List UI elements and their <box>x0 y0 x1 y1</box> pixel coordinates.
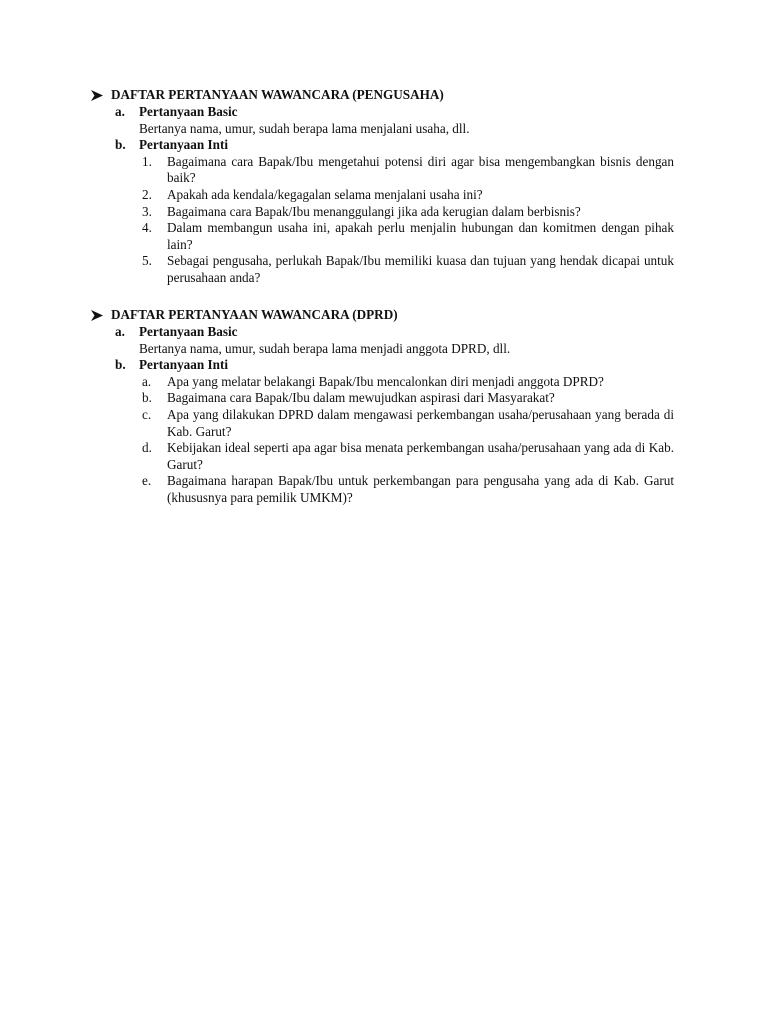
question-text: Bagaimana cara Bapak/Ibu menanggulangi jika ada kerugian dalam berbisnis? <box>167 203 581 219</box>
sub-text: Bertanya nama, umur, sudah berapa lama menjadi anggota DPRD, dll. <box>139 340 511 356</box>
question-text: Bagaimana harapan Bapak/Ibu untuk perkembangan para pengusaha yang ada di Kab. Garut (khususnya para pemilik UMKM)? <box>167 473 674 505</box>
question-text: Sebagai pengusaha, perlukah Bapak/Ibu memiliki kuasa dan tujuan yang hendak dicapai untuk perusahaan anda? <box>167 253 674 285</box>
sub-basic <box>90 104 680 137</box>
sub-marker: a. <box>115 324 125 339</box>
list-item <box>90 154 680 187</box>
question-text: Dalam membangun usaha ini, apakah perlu menjalin hubungan dan komitmen dengan pihak lain? <box>167 220 674 252</box>
list-item <box>90 187 680 204</box>
question-text: Apa yang melatar belakangi Bapak/Ibu mencalonkan diri menjadi anggota DPRD? <box>167 373 604 389</box>
list-item <box>90 440 680 473</box>
list-item <box>90 253 680 286</box>
sub-marker: b. <box>115 137 126 153</box>
sub-title: Pertanyaan Inti <box>139 137 229 153</box>
list-item <box>90 390 680 407</box>
sub-basic <box>90 324 680 357</box>
question-text: Apakah ada kendala/kegagalan selama menjalani usaha ini? <box>167 186 483 202</box>
section-heading <box>90 87 680 104</box>
list-item <box>90 473 680 506</box>
list-item <box>90 220 680 253</box>
list-marker: 4. <box>142 220 152 236</box>
question-text: Bagaimana cara Bapak/Ibu dalam mewujudkan aspirasi dari Masyarakat? <box>167 390 555 406</box>
list-marker: 2. <box>142 186 152 202</box>
sub-title: Pertanyaan Inti <box>139 357 229 373</box>
list-marker: c. <box>142 406 152 422</box>
arrow-bullet-icon <box>90 307 104 324</box>
sub-marker: b. <box>115 357 126 373</box>
section-heading <box>90 307 680 324</box>
list-marker: 3. <box>142 203 152 219</box>
section-heading-text: DAFTAR PERTANYAAN WAWANCARA (DPRD) <box>111 307 398 322</box>
question-text: Kebijakan ideal seperti apa agar bisa menata perkembangan usaha/perusahaan yang ada di Kab. Garut? <box>167 440 674 472</box>
sub-inti <box>90 357 680 374</box>
question-list <box>90 154 680 287</box>
list-marker: b. <box>142 390 152 406</box>
sub-marker: a. <box>115 104 125 119</box>
list-marker: 1. <box>142 153 152 169</box>
list-marker: d. <box>142 440 152 456</box>
sub-title: Pertanyaan Basic <box>139 324 238 339</box>
section-heading-text: DAFTAR PERTANYAAN WAWANCARA (PENGUSAHA) <box>111 87 444 102</box>
question-text: Apa yang dilakukan DPRD dalam mengawasi perkembangan usaha/perusahaan yang berada di Kab. Garut? <box>167 406 674 439</box>
arrow-bullet-icon <box>90 87 104 104</box>
sub-inti <box>90 137 680 154</box>
sub-title: Pertanyaan Basic <box>139 104 238 119</box>
list-item <box>90 204 680 221</box>
list-item <box>90 374 680 391</box>
list-marker: 5. <box>142 253 152 269</box>
sub-text: Bertanya nama, umur, sudah berapa lama menjalani usaha, dll. <box>139 120 470 136</box>
section-dprd <box>90 307 680 507</box>
list-item <box>90 407 680 440</box>
question-text: Bagaimana cara Bapak/Ibu mengetahui potensi diri agar bisa mengembangkan bisnis dengan baik? <box>167 153 674 186</box>
list-marker: e. <box>142 473 152 489</box>
section-pengusaha <box>90 87 680 287</box>
list-marker: a. <box>142 373 152 389</box>
question-list <box>90 374 680 507</box>
